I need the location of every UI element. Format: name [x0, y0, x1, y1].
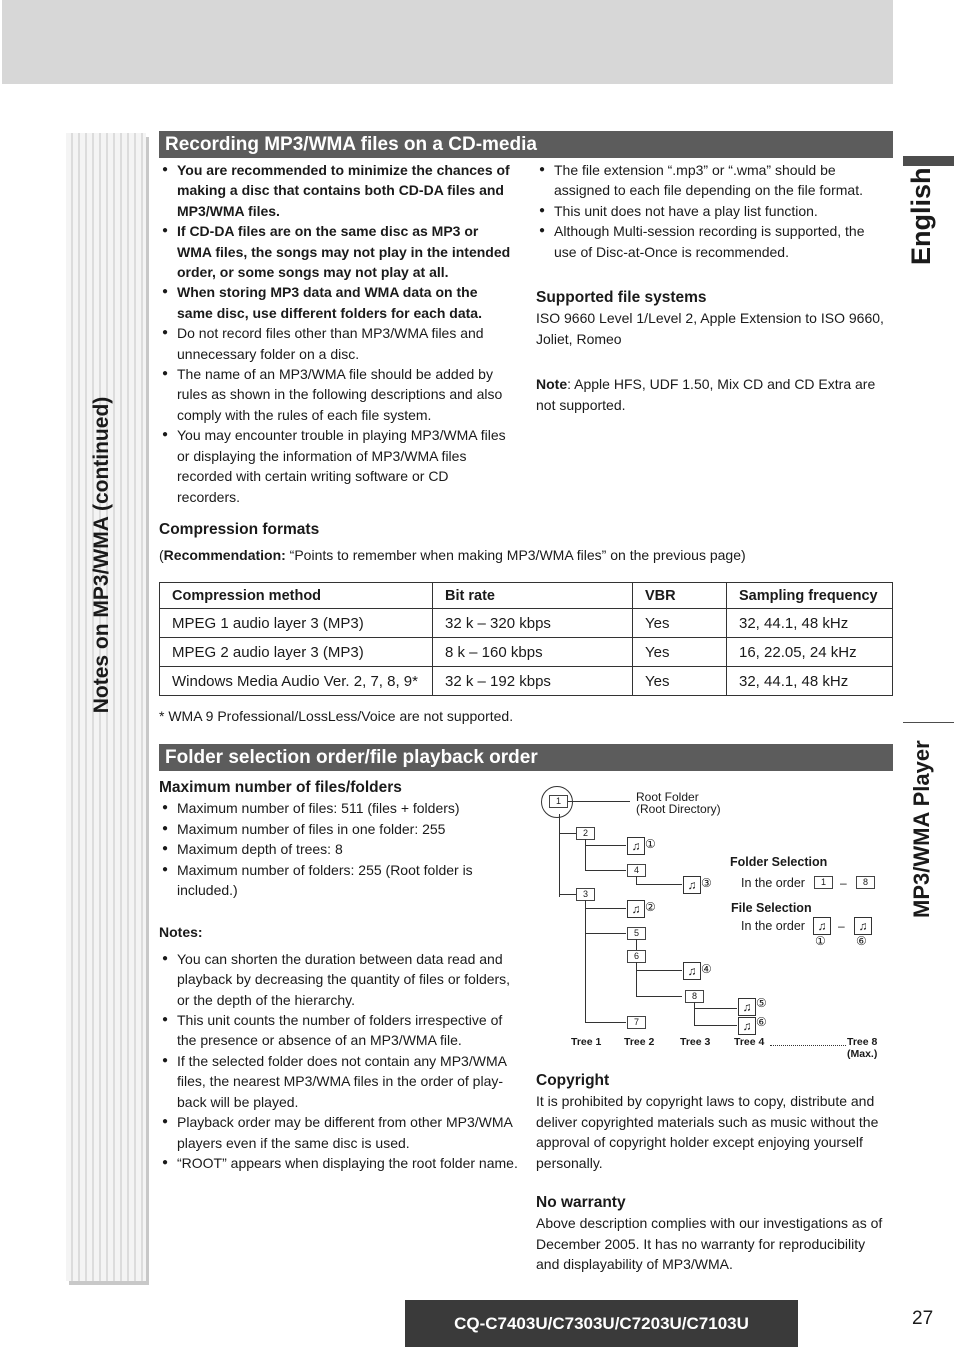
folder-icon: 7 — [627, 1016, 646, 1029]
music-file-icon: ♫ — [738, 998, 756, 1016]
right-divider — [903, 722, 954, 723]
copyright-text: It is prohibited by copyright laws to copy, distribute and deliver copyrighted materials such as music without the approval of copyright holder except enjoying yourself personally. — [536, 1093, 879, 1171]
list-item: ● Do not record files other than MP3/WMA files and unnecessary folder on a disc. — [159, 323, 515, 364]
right-tab-bar — [903, 156, 954, 166]
list-item: ● You are recommended to minimize the chances of making a disc that contains both CD-DA files and MP3/WMA files. — [159, 160, 515, 221]
music-file-icon: ♫ — [683, 962, 701, 980]
list-item: ● Maximum depth of trees: 8 — [159, 839, 519, 859]
list-item: ● If the selected folder does not contain any MP3/WMA files, the nearest MP3/WMA files in the order of play-back will be played. — [159, 1051, 519, 1112]
column-header: Compression method — [160, 583, 433, 609]
recording-left-column — [159, 160, 515, 507]
warranty-heading: No warranty — [536, 1194, 626, 1212]
list-item: ● Maximum number of folders: 255 (Root folder is included.) — [159, 860, 519, 901]
warranty-text: Above description complies with our investigations as of December 2005. It has no warranty for reproducibility and displayability of MP3/WMA. — [536, 1215, 883, 1273]
list-item: ● The name of an MP3/WMA file should be added by rules as shown in the following descriptions and also comply with the rules of each file system. — [159, 364, 515, 425]
notes-heading: Notes: — [159, 924, 203, 941]
top-banner — [2, 0, 893, 84]
list-item: ● This unit does not have a play list function. — [536, 201, 888, 221]
list-item: ● This unit counts the number of folders irrespective of the presence or absence of an MP3/WMA file. — [159, 1010, 519, 1051]
section-title-recording: Recording MP3/WMA files on a CD-media — [159, 131, 893, 158]
file-selection-label: File Selection — [731, 901, 812, 915]
folder-icon: 8 — [685, 990, 704, 1003]
music-file-icon: ♫ — [683, 876, 701, 894]
table-footnote: * WMA 9 Professional/LossLess/Voice are not supported. — [159, 708, 514, 724]
music-file-icon: ♫ — [854, 917, 872, 935]
list-item: ● When storing MP3 data and WMA data on the same disc, use different folders for each data. — [159, 282, 515, 323]
compression-heading: Compression formats — [159, 521, 320, 538]
folder-icon: 8 — [856, 876, 875, 889]
folder-icon: 1 — [549, 795, 568, 808]
list-item: ● If CD-DA files are on the same disc as MP3 or WMA files, the songs may not play in the intended order, or some songs may not play at all. — [159, 221, 515, 282]
file-systems-heading: Supported file systems — [536, 289, 707, 307]
copyright-block — [536, 1071, 888, 1275]
max-files-heading: Maximum number of files/folders — [159, 779, 402, 796]
recommendation-line: (Recommendation: “Points to remember when making MP3/WMA files” on the previous page) — [159, 547, 746, 563]
music-file-icon: ♫ — [813, 917, 831, 935]
folder-icon: 3 — [576, 888, 595, 901]
copyright-heading: Copyright — [536, 1072, 610, 1089]
list-item: ● The file extension “.mp3” or “.wma” should be assigned to each file depending on the file format. — [536, 160, 888, 201]
list-item: ● You can shorten the duration between data read and playback by decreasing the quantity of files or folders, or the depth of the hierarchy. — [159, 949, 519, 1010]
folder-left-column — [159, 778, 519, 1173]
compression-table — [159, 582, 893, 696]
tree-label: Tree 1 — [571, 1036, 602, 1048]
list-item: ● Although Multi-session recording is supported, the use of Disc-at-Once is recommended. — [536, 221, 888, 262]
folder-selection-label: Folder Selection — [730, 855, 828, 869]
language-tab: English — [906, 167, 936, 265]
section-title-folder-order: Folder selection order/file playback order — [159, 744, 893, 771]
side-title: Notes on MP3/WMA (continued) — [90, 396, 113, 714]
tree-label: Tree 2 — [624, 1036, 655, 1048]
folder-icon: 1 — [814, 876, 833, 889]
tree-label: (Max.) — [847, 1048, 878, 1060]
root-folder-label: Root Folder — [636, 790, 699, 804]
table-header-row — [160, 583, 893, 609]
tree-label: Tree 3 — [680, 1036, 711, 1048]
root-directory-label: (Root Directory) — [636, 802, 721, 816]
list-item: ● “ROOT” appears when displaying the root folder name. — [159, 1153, 519, 1173]
music-file-icon: ♫ — [627, 837, 645, 855]
column-header: Bit rate — [433, 583, 633, 609]
column-header: VBR — [633, 583, 727, 609]
table-row: MPEG 2 audio layer 3 (MP3) 8 k – 160 kbps Yes 16, 22.05, 24 kHz — [160, 638, 893, 667]
file-systems-note: Note: Apple HFS, UDF 1.50, Mix CD and CD Extra are not supported. — [536, 376, 876, 413]
table-row: MPEG 1 audio layer 3 (MP3) 32 k – 320 kbps Yes 32, 44.1, 48 kHz — [160, 609, 893, 638]
folder-icon: 4 — [627, 864, 646, 877]
folder-icon: 5 — [627, 927, 646, 940]
list-item: ● Maximum number of files: 511 (files + folders) — [159, 798, 519, 818]
list-item: ● You may encounter trouble in playing MP3/WMA files or displaying the information of MP3/WMA files recorded with certain writing software or CD recorders. — [159, 425, 515, 507]
list-item: ● Playback order may be different from other MP3/WMA players even if the same disc is used. — [159, 1112, 519, 1153]
folder-icon: 2 — [576, 827, 595, 840]
section-tab: MP3/WMA Player — [909, 740, 934, 918]
folder-icon: 6 — [627, 950, 646, 963]
recording-right-column — [536, 160, 888, 415]
page-number: 27 — [912, 1308, 934, 1329]
model-banner: CQ-C7403U/C7303U/C7203U/C7103U — [405, 1300, 798, 1347]
music-file-icon: ♫ — [627, 900, 645, 918]
list-item: ● Maximum number of files in one folder: 255 — [159, 819, 519, 839]
tree-label: Tree 8 — [847, 1036, 878, 1048]
file-systems-text: ISO 9660 Level 1/Level 2, Apple Extension to ISO 9660, Joliet, Romeo — [536, 310, 884, 347]
table-row: Windows Media Audio Ver. 2, 7, 8, 9* 32 k – 192 kbps Yes 32, 44.1, 48 kHz — [160, 667, 893, 696]
music-file-icon: ♫ — [738, 1017, 756, 1035]
tree-label: Tree 4 — [734, 1036, 765, 1048]
column-header: Sampling frequency — [727, 583, 893, 609]
